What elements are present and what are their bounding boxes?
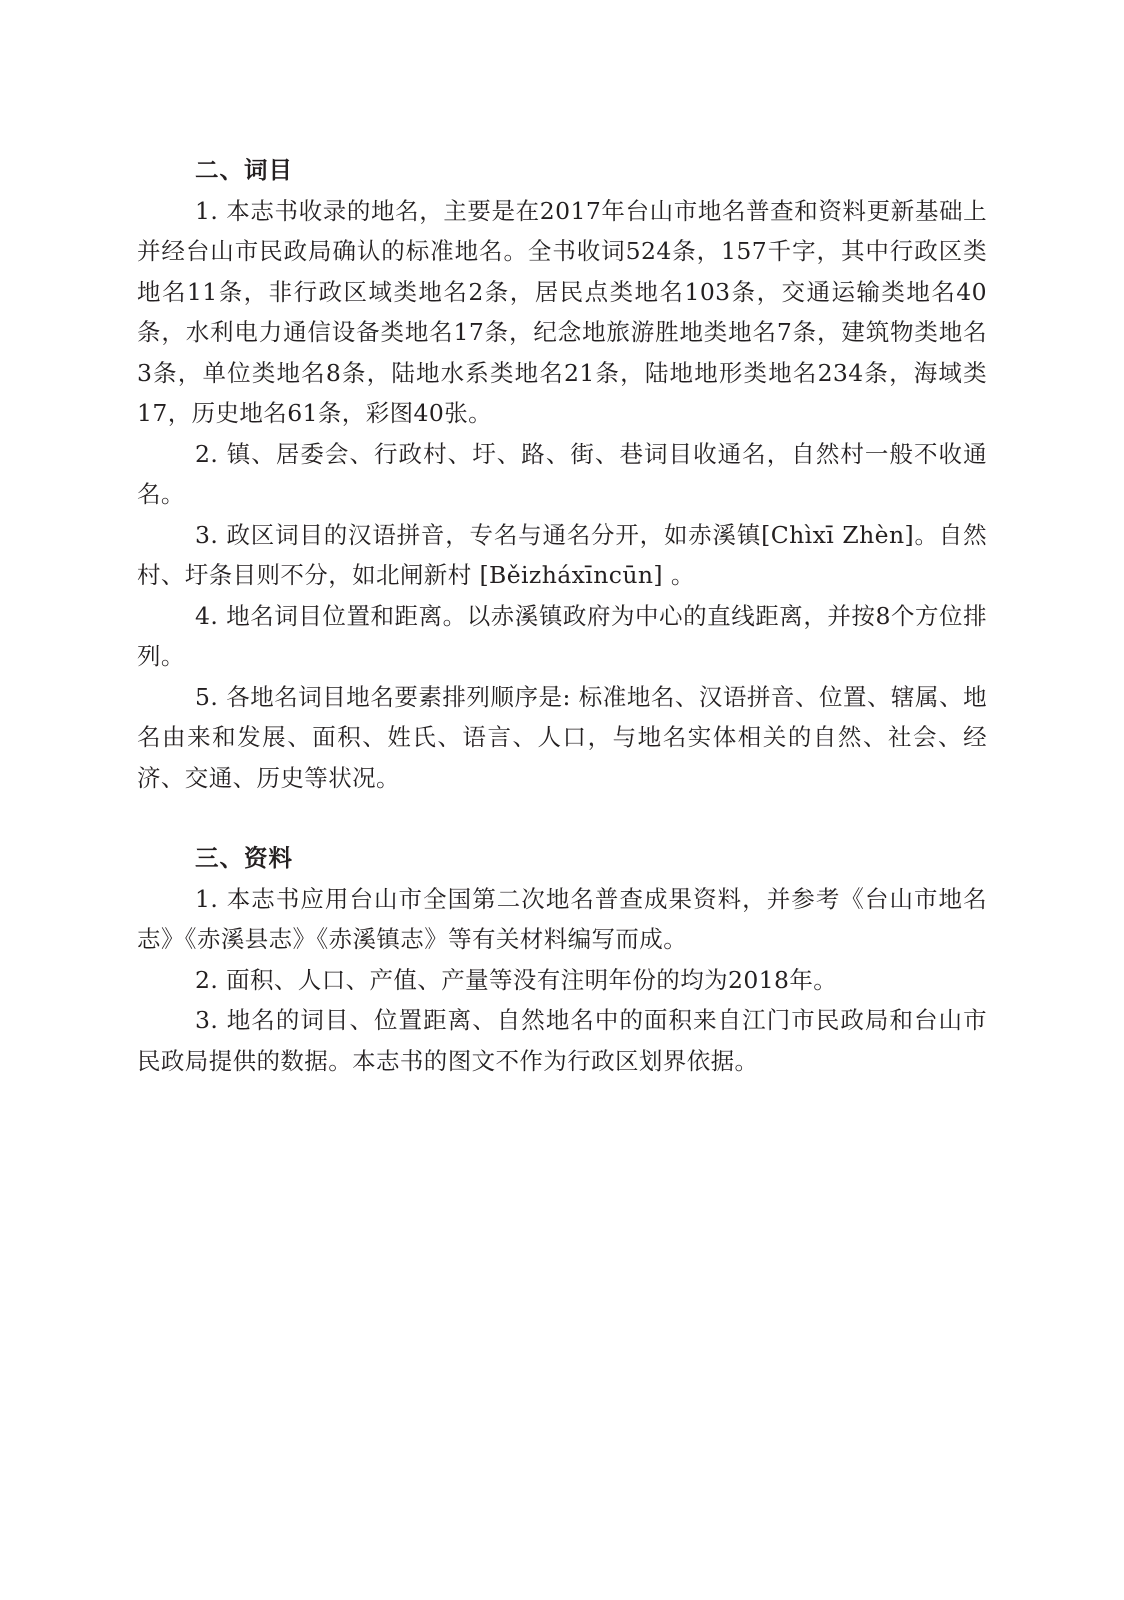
section-heading: 三、资料: [195, 844, 293, 872]
paragraph: 2. 面积、人口、产值、产量等没有注明年份的均为2018年。: [195, 965, 838, 994]
paragraph: 4. 地名词目位置和距离。以赤溪镇政府为中心的直线距离，并按8个方位排列。: [137, 601, 987, 670]
paragraph: 3. 政区词目的汉语拼音，专名与通名分开，如赤溪镇[Chìxī Zhèn]。自然村、圩条目则不分，如北闸新村 [Běizháxīncūn] 。: [137, 520, 987, 589]
section-entries: [137, 150, 987, 798]
paragraph: 2. 镇、居委会、行政村、圩、路、街、巷词目收通名，自然村一般不收通名。: [137, 439, 987, 508]
paragraph: 1. 本志书应用台山市全国第二次地名普查成果资料，并参考《台山市地名志》《赤溪县志》《赤溪镇志》等有关材料编写而成。: [137, 884, 987, 953]
paragraph: 3. 地名的词目、位置距离、自然地名中的面积来自江门市民政局和台山市民政局提供的数据。本志书的图文不作为行政区划界依据。: [137, 1006, 987, 1075]
document-page: [137, 150, 987, 1081]
section-heading: 二、词目: [195, 156, 293, 184]
paragraph: 5. 各地名词目地名要素排列顺序是: 标准地名、汉语拼音、位置、辖属、地名由来和发展、面积、姓氏、语言、人口，与地名实体相关的自然、社会、经济、交通、历史等状况。: [137, 682, 987, 792]
section-materials: [137, 838, 987, 1081]
paragraph: 1. 本志书收录的地名，主要是在2017年台山市地名普查和资料更新基础上并经台山市民政局确认的标准地名。全书收词524条，157千字，其中行政区类地名11条，非行政区域类地名2条，居民点类地名103条，交通运输类地名40条，水利电力通信设备类地名17条，纪念地旅游胜地类地名7条，建筑物类地名3条，单位类地名8条，陆地水系类地名21条，陆地地形类地名234条，海域类17，历史地名61条，彩图40张。: [137, 196, 987, 427]
section-spacer: [137, 798, 987, 838]
